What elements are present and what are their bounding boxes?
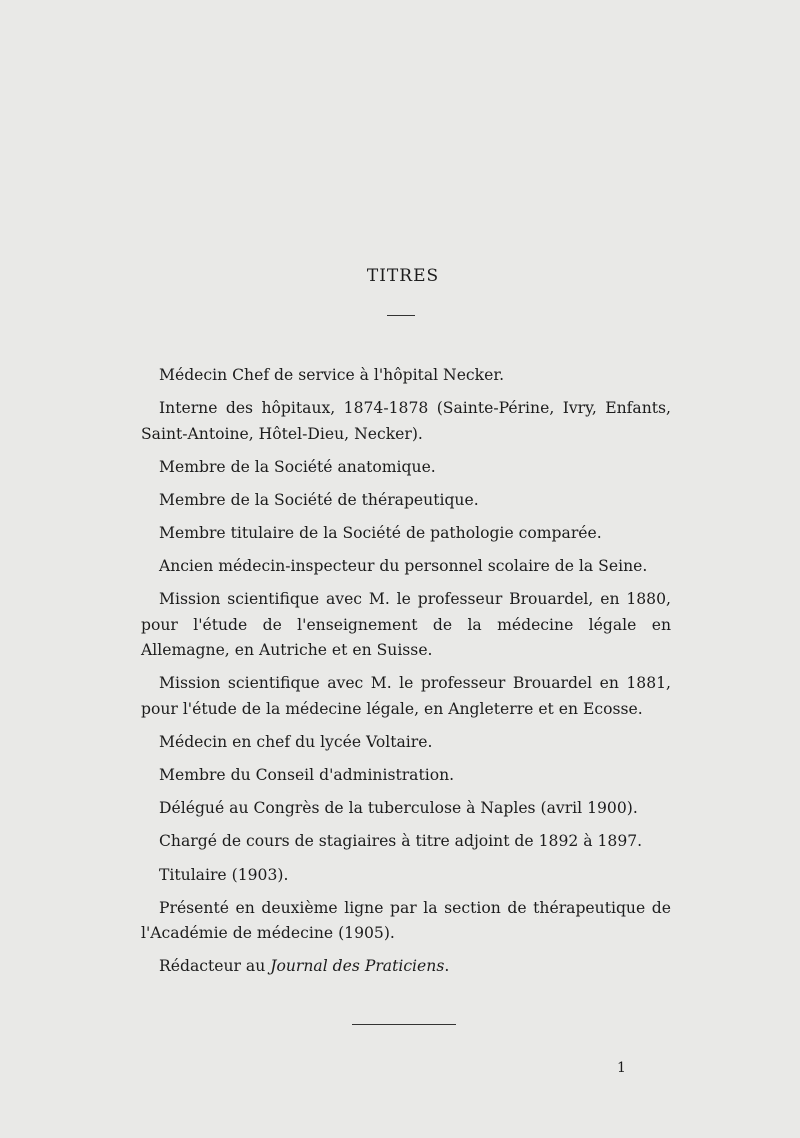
- list-item: Membre de la Société de thérapeutique.: [159, 490, 479, 509]
- list-item: Membre du Conseil d'administration.: [159, 766, 455, 785]
- end-divider: [352, 1024, 456, 1025]
- list-item: Mission scientifique avec M. le professeur Brouardel en 1881, pour l'étude de la médecine légale, en Angleterre et en Ecosse.: [141, 674, 671, 719]
- list-item: Membre titulaire de la Société de pathologie comparée.: [159, 523, 602, 542]
- titles-list: [141, 363, 671, 987]
- journal-suffix: .: [444, 957, 450, 976]
- list-item: Chargé de cours de stagiaires à titre adjoint de 1892 à 1897.: [159, 832, 643, 851]
- journal-prefix: Rédacteur au: [159, 957, 271, 976]
- list-item: Mission scientifique avec M. le professeur Brouardel, en 1880, pour l'étude de l'enseignement de la médecine légale en Allemagne, en Autriche et en Suisse.: [141, 590, 671, 660]
- journal-name: Journal des Praticiens: [270, 957, 445, 976]
- page-number: 1: [617, 1060, 626, 1076]
- list-item: Délégué au Congrès de la tuberculose à Naples (avril 1900).: [159, 799, 638, 818]
- title-divider: [387, 315, 415, 316]
- list-item: Membre de la Société anatomique.: [159, 457, 436, 476]
- list-item: Médecin Chef de service à l'hôpital Necker.: [159, 366, 505, 384]
- list-item: Titulaire (1903).: [159, 865, 289, 884]
- list-item: Ancien médecin-inspecteur du personnel scolaire de la Seine.: [159, 557, 648, 576]
- list-item: Présenté en deuxième ligne par la section de thérapeutique de l'Académie de médecine (1905).: [141, 898, 671, 943]
- list-item: Médecin en chef du lycée Voltaire.: [159, 733, 433, 752]
- page-title: TITRES: [366, 266, 440, 286]
- list-item: Interne des hôpitaux, 1874-1878 (Sainte-Périne, Ivry, Enfants, Saint-Antoine, Hôtel-Dieu, Necker).: [141, 399, 671, 443]
- list-item-journal: [141, 954, 671, 980]
